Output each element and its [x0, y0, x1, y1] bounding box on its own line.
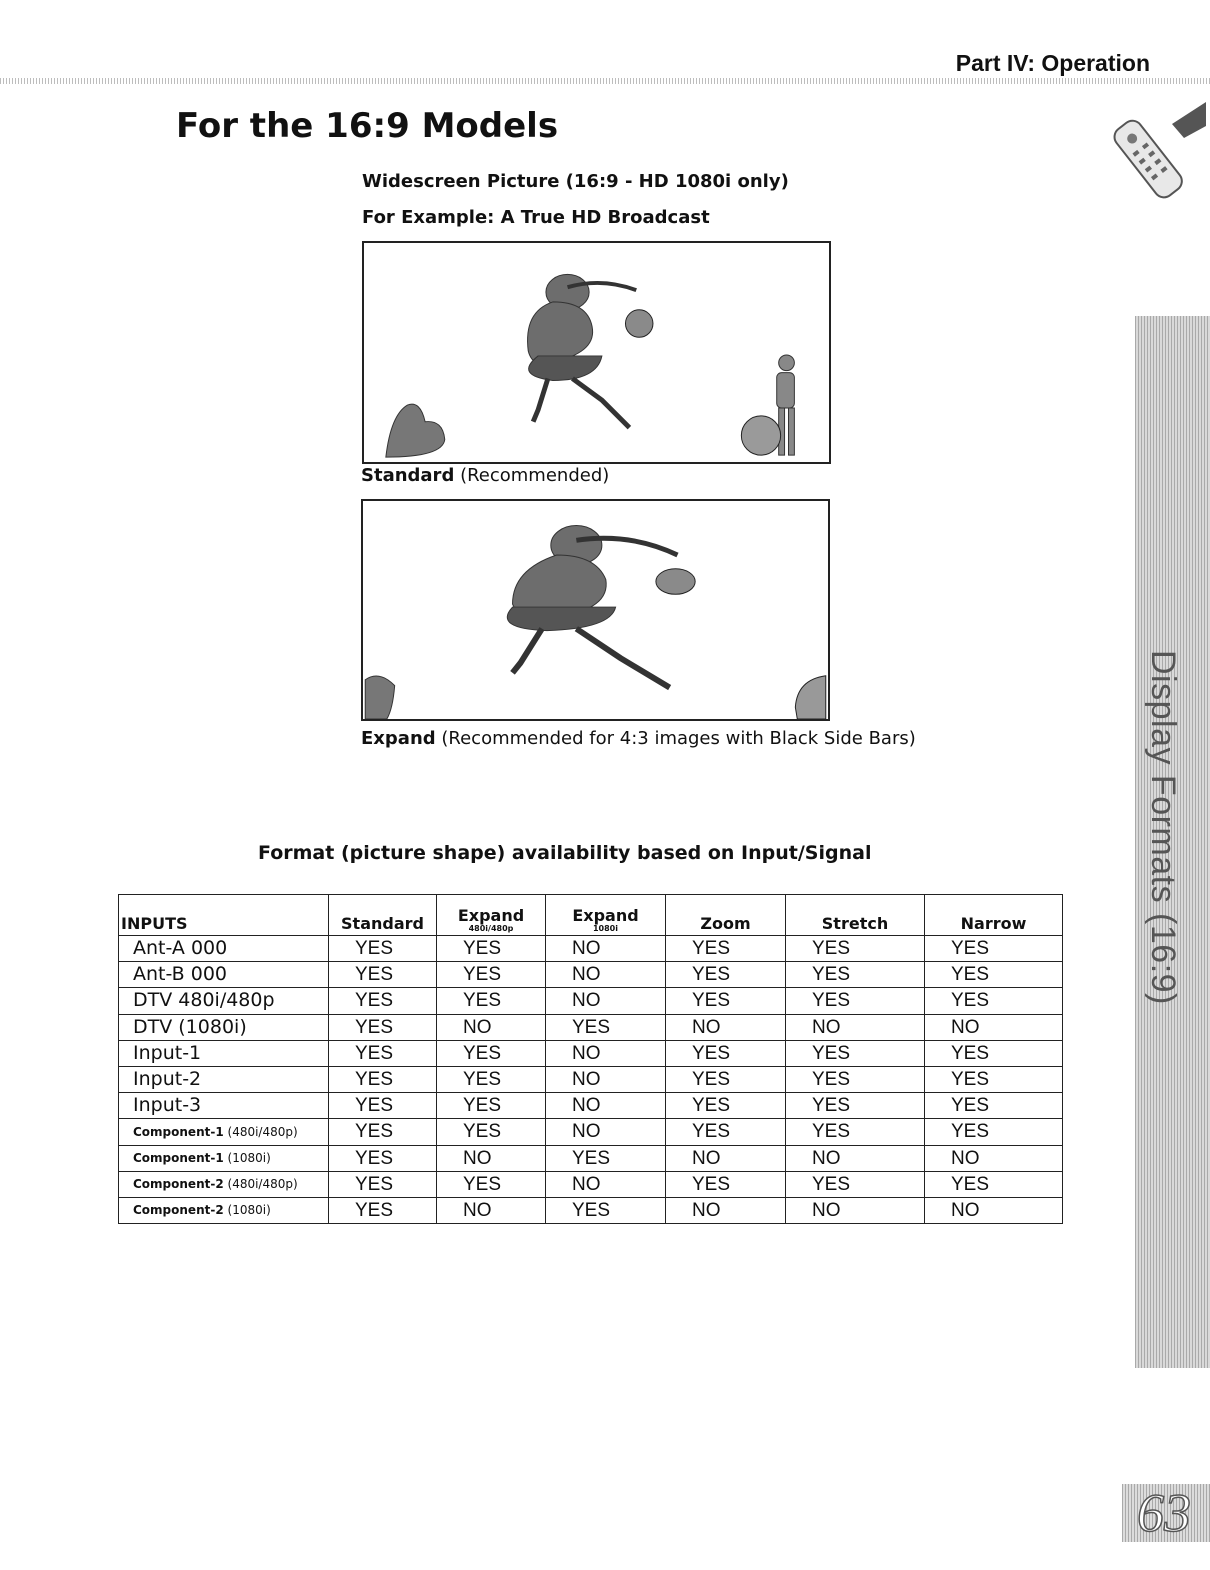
- availability-cell: YES: [925, 1040, 1063, 1066]
- table-row: [119, 1093, 1063, 1119]
- availability-cell: NO: [546, 1093, 666, 1119]
- availability-cell: YES: [546, 1014, 666, 1040]
- table-row: [119, 1145, 1063, 1171]
- availability-cell: NO: [546, 1171, 666, 1197]
- availability-cell: YES: [329, 1040, 437, 1066]
- table-row: [119, 988, 1063, 1014]
- availability-cell: NO: [546, 1119, 666, 1145]
- availability-cell: YES: [329, 1066, 437, 1092]
- availability-cell: YES: [925, 1093, 1063, 1119]
- availability-cell: YES: [329, 1197, 437, 1223]
- format-availability-table: [118, 894, 1063, 1224]
- input-name-cell: Input-1: [119, 1040, 329, 1066]
- availability-cell: NO: [666, 1145, 786, 1171]
- availability-cell: YES: [666, 1066, 786, 1092]
- side-tab-label: Display Formats (16:9): [1144, 650, 1182, 1005]
- example-subhead: For Example: A True HD Broadcast: [362, 207, 710, 228]
- availability-cell: NO: [666, 1197, 786, 1223]
- availability-cell: YES: [925, 962, 1063, 988]
- availability-cell: YES: [546, 1197, 666, 1223]
- table-row: [119, 1014, 1063, 1040]
- table-row: [119, 1040, 1063, 1066]
- availability-cell: YES: [666, 962, 786, 988]
- availability-cell: YES: [329, 936, 437, 962]
- table-row: [119, 1066, 1063, 1092]
- header-inputs: INPUTS: [119, 895, 329, 936]
- availability-cell: YES: [786, 1040, 925, 1066]
- availability-cell: NO: [437, 1197, 546, 1223]
- remote-control-icon: [1094, 100, 1206, 200]
- widescreen-subhead: Widescreen Picture (16:9 - HD 1080i only): [362, 171, 789, 192]
- availability-cell: YES: [329, 988, 437, 1014]
- availability-cell: YES: [925, 936, 1063, 962]
- header-rule: [0, 78, 1210, 84]
- availability-cell: YES: [329, 962, 437, 988]
- availability-cell: NO: [925, 1197, 1063, 1223]
- input-name-cell: Input-2: [119, 1066, 329, 1092]
- availability-cell: YES: [925, 1119, 1063, 1145]
- availability-cell: YES: [786, 962, 925, 988]
- availability-cell: YES: [546, 1145, 666, 1171]
- header-zoom: Zoom: [666, 895, 786, 936]
- page-title: For the 16:9 Models: [176, 106, 559, 146]
- table-row: [119, 1119, 1063, 1145]
- availability-cell: YES: [666, 1119, 786, 1145]
- header-standard: Standard: [329, 895, 437, 936]
- standard-mode-label: Standard: [361, 465, 455, 486]
- availability-cell: NO: [546, 988, 666, 1014]
- availability-cell: YES: [786, 988, 925, 1014]
- availability-cell: NO: [546, 962, 666, 988]
- header-expand-1080: Expand 1080i: [546, 895, 666, 936]
- input-name-cell: Component-2 (480i/480p): [119, 1171, 329, 1197]
- availability-cell: YES: [786, 1119, 925, 1145]
- availability-cell: YES: [329, 1145, 437, 1171]
- availability-cell: NO: [666, 1014, 786, 1040]
- availability-cell: NO: [546, 1040, 666, 1066]
- availability-cell: YES: [925, 988, 1063, 1014]
- standard-note: (Recommended): [460, 465, 610, 486]
- expand-mode-label: Expand: [361, 728, 436, 749]
- availability-cell: YES: [666, 1093, 786, 1119]
- availability-cell: NO: [925, 1145, 1063, 1171]
- availability-cell: YES: [666, 936, 786, 962]
- input-name-cell: DTV (1080i): [119, 1014, 329, 1040]
- table-row: [119, 1197, 1063, 1223]
- input-name-cell: Component-1 (480i/480p): [119, 1119, 329, 1145]
- availability-cell: NO: [437, 1014, 546, 1040]
- input-name-cell: Ant-A 000: [119, 936, 329, 962]
- availability-cell: YES: [786, 1171, 925, 1197]
- availability-cell: NO: [786, 1014, 925, 1040]
- standard-caption: [361, 465, 609, 486]
- availability-cell: YES: [437, 1066, 546, 1092]
- availability-cell: YES: [786, 936, 925, 962]
- table-header-row: [119, 895, 1063, 936]
- expand-caption: [361, 728, 916, 749]
- availability-cell: YES: [437, 1119, 546, 1145]
- availability-cell: NO: [786, 1197, 925, 1223]
- availability-cell: YES: [329, 1171, 437, 1197]
- header-expand-480: Expand 480i/480p: [437, 895, 546, 936]
- table-row: [119, 1171, 1063, 1197]
- availability-cell: YES: [786, 1093, 925, 1119]
- availability-cell: NO: [546, 1066, 666, 1092]
- availability-cell: NO: [546, 936, 666, 962]
- input-name-cell: Component-2 (1080i): [119, 1197, 329, 1223]
- availability-cell: YES: [437, 936, 546, 962]
- table-row: [119, 936, 1063, 962]
- availability-cell: YES: [437, 1040, 546, 1066]
- expand-note: (Recommended for 4:3 images with Black Side Bars): [441, 728, 916, 749]
- availability-cell: NO: [925, 1014, 1063, 1040]
- availability-cell: NO: [786, 1145, 925, 1171]
- availability-cell: YES: [666, 988, 786, 1014]
- availability-cell: YES: [666, 1040, 786, 1066]
- availability-cell: YES: [925, 1171, 1063, 1197]
- standard-picture: [362, 241, 831, 464]
- header-stretch: Stretch: [786, 895, 925, 936]
- page-number: 63: [1137, 1483, 1191, 1543]
- table-title: Format (picture shape) availability based on Input/Signal: [258, 842, 872, 864]
- availability-cell: YES: [329, 1119, 437, 1145]
- table-row: [119, 962, 1063, 988]
- expand-picture: [361, 499, 830, 721]
- availability-cell: NO: [437, 1145, 546, 1171]
- availability-cell: YES: [437, 962, 546, 988]
- availability-cell: YES: [925, 1066, 1063, 1092]
- availability-cell: YES: [437, 1171, 546, 1197]
- input-name-cell: Input-3: [119, 1093, 329, 1119]
- availability-cell: YES: [786, 1066, 925, 1092]
- input-name-cell: DTV 480i/480p: [119, 988, 329, 1014]
- input-name-cell: Ant-B 000: [119, 962, 329, 988]
- part-label: Part IV: Operation: [955, 50, 1150, 76]
- availability-cell: YES: [329, 1093, 437, 1119]
- header-narrow: Narrow: [925, 895, 1063, 936]
- input-name-cell: Component-1 (1080i): [119, 1145, 329, 1171]
- availability-cell: YES: [437, 988, 546, 1014]
- availability-cell: YES: [329, 1014, 437, 1040]
- availability-cell: YES: [666, 1171, 786, 1197]
- availability-cell: YES: [437, 1093, 546, 1119]
